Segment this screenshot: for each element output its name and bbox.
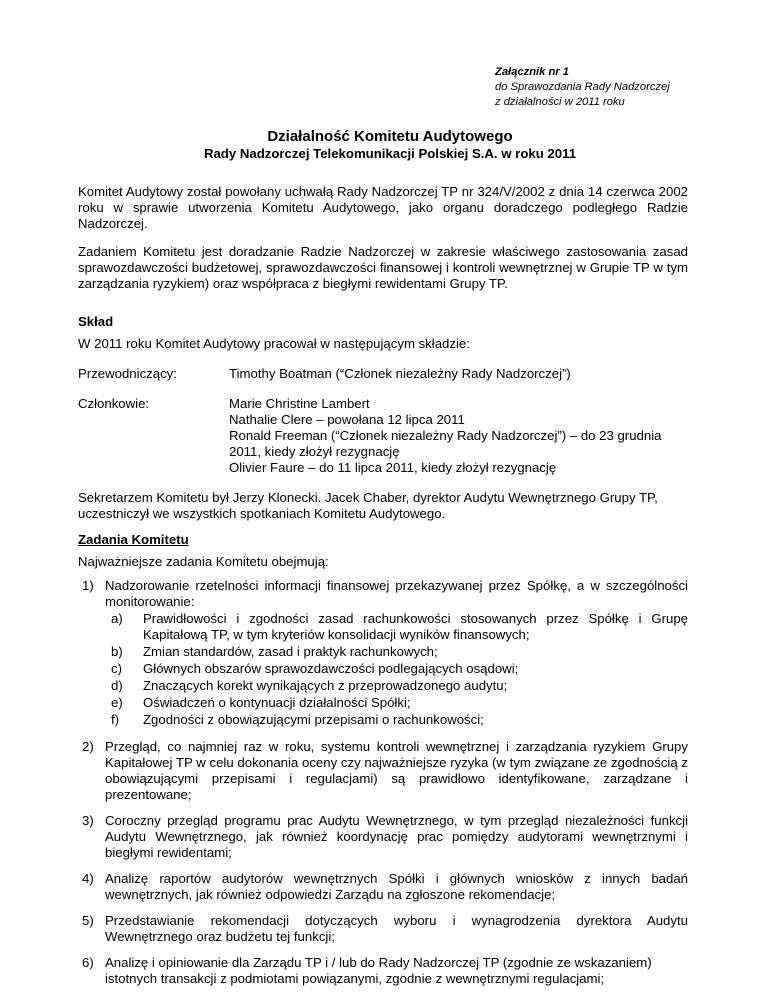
members-row: [78, 396, 688, 476]
subtask-item: [105, 661, 688, 677]
tasks-list: [78, 578, 688, 987]
member-item: Ronald Freeman (“Członek niezależny Rady Nadzorczej”) – do 23 grudnia 2011, kiedy złożył rezygnację: [229, 428, 662, 459]
task-item: [78, 813, 688, 861]
task-text: Przedstawianie rekomendacji dotyczących wyboru i wynagrodzenia dyrektora Audytu Wewnętrznego oraz budżetu tej funkcji;: [105, 913, 688, 944]
task-number: 5): [82, 913, 94, 928]
secretary-paragraph: Sekretarzem Komitetu był Jerzy Klonecki. Jacek Chaber, dyrektor Audytu Wewnętrznego Grupy TP, uczestniczył we wszystkich spotkaniach Komitetu Audytowego.: [78, 490, 658, 521]
task-text: Nadzorowanie rzetelności informacji finansowej przekazywanej przez Spółkę, a w szczególności monitorowanie:: [105, 578, 688, 609]
chair-row: [78, 366, 688, 382]
document-subtitle: Rady Nadzorczej Telekomunikacji Polskiej S.A. w roku 2011: [203, 146, 577, 161]
subtask-item: [105, 644, 688, 660]
subtask-number: a): [111, 611, 123, 626]
annex-line-2: z działalności w 2011 roku: [495, 96, 625, 108]
subtask-item: [105, 695, 688, 711]
document-title: Działalność Komitetu Audytowego: [267, 128, 513, 145]
tasks-intro: Najważniejsze zadania Komitetu obejmują:: [78, 554, 329, 569]
subtask-number: e): [111, 695, 123, 710]
task-text: Analizę i opiniowanie dla Zarządu TP i / lub do Rady Nadzorczej TP (zgodnie ze wskazaniem) istotnych transakcji z podmiotami powiązanymi, zgodnie z wewnętrznymi regulacjami;: [105, 955, 652, 986]
subtask-number: d): [111, 678, 123, 693]
member-item: Marie Christine Lambert: [229, 396, 370, 411]
subtask-item: [105, 611, 688, 643]
task-item: [78, 955, 688, 987]
task-number: 1): [82, 578, 94, 593]
composition-heading: Skład: [78, 314, 114, 329]
subtask-text: Oświadczeń o kontynuacji działalności Spółki;: [143, 695, 411, 710]
task-item: [78, 739, 688, 803]
tasks-heading: Zadania Komitetu: [78, 532, 189, 547]
task-item: [78, 913, 688, 945]
document-body: [78, 184, 688, 997]
task-text: Coroczny przegląd programu prac Audytu Wewnętrznego, w tym przegląd niezależności funkcji Audytu Wewnętrznego, jak również koordynację prac pomiędzy audytorami wewnętrznymi i biegłymi rewidentami;: [105, 813, 688, 860]
members-label: Członkowie:: [78, 396, 150, 411]
task-number: 4): [82, 871, 94, 886]
member-item: Nathalie Clere – powołana 12 lipca 2011: [229, 412, 465, 427]
task-text: Przegląd, co najmniej raz w roku, systemu kontroli wewnętrznej i zarządzania ryzykiem Grupy Kapitałowej TP w celu dokonania oceny czy najważniejsze ryzyka (w tym związane ze zgodnością z obowiązującymi przepisami i regulacjami) są prawidłowo identyfikowane, zarządzane i prezentowane;: [105, 739, 688, 802]
subtask-item: [105, 678, 688, 694]
task-sublist: [105, 611, 688, 728]
subtask-text: Prawidłowości i zgodności zasad rachunkowości stosowanych przez Spółkę i Grupę Kapitałową TP, w tym kryteriów konsolidacji wyników finansowych;: [143, 611, 688, 642]
subtask-text: Głównych obszarów sprawozdawczości podlegających osądowi;: [143, 661, 519, 676]
subtask-text: Zgodności z obowiązującymi przepisami o rachunkowości;: [143, 712, 484, 727]
members-list: [229, 396, 688, 476]
task-number: 6): [82, 955, 94, 970]
annex-line-1: do Sprawozdania Rady Nadzorczej: [495, 81, 670, 93]
composition-intro: W 2011 roku Komitet Audytowy pracował w następującym składzie:: [78, 336, 470, 351]
subtask-text: Znaczących korekt wynikających z przeprowadzonego audytu;: [143, 678, 508, 693]
intro-paragraph-1: Komitet Audytowy został powołany uchwałą Rady Nadzorczej TP nr 324/V/2002 z dnia 14 czerwca 2002 roku w sprawie utworzenia Komitetu Audytowego, jako organu doradczego podległego Radzie Nadzorczej.: [78, 184, 688, 231]
subtask-number: f): [111, 712, 120, 727]
task-number: 3): [82, 813, 94, 828]
annex-title: Załącznik nr 1: [495, 66, 569, 78]
task-number: 2): [82, 739, 94, 754]
task-item: [78, 578, 688, 729]
subtask-text: Zmian standardów, zasad i praktyk rachunkowych;: [143, 644, 438, 659]
subtask-number: c): [111, 661, 122, 676]
chair-label: Przewodniczący:: [78, 366, 177, 381]
chair-value: Timothy Boatman (“Członek niezależny Rady Nadzorczej”): [229, 366, 571, 381]
title-block: [60, 128, 720, 162]
intro-paragraph-2: Zadaniem Komitetu jest doradzanie Radzie Nadzorczej w zakresie właściwego zastosowania zasad sprawozdawczości budżetowej, sprawozdawczości finansowej i kontroli wewnętrznej w Grupie TP w tym zarządzania ryzykiem) oraz współpraca z biegłymi rewidentami Grupy TP.: [78, 244, 688, 291]
task-text: Analizę raportów audytorów wewnętrznych Spółki i głównych wniosków z innych badań wewnętrznych, jak również odpowiedzi Zarządu na zgłoszone rekomendacje;: [105, 871, 688, 902]
subtask-number: b): [111, 644, 123, 659]
member-item: Olivier Faure – do 11 lipca 2011, kiedy złożył rezygnację: [229, 460, 557, 475]
annex-block: [495, 65, 755, 110]
subtask-item: [105, 712, 688, 728]
task-item: [78, 871, 688, 903]
task-content: [105, 578, 688, 729]
